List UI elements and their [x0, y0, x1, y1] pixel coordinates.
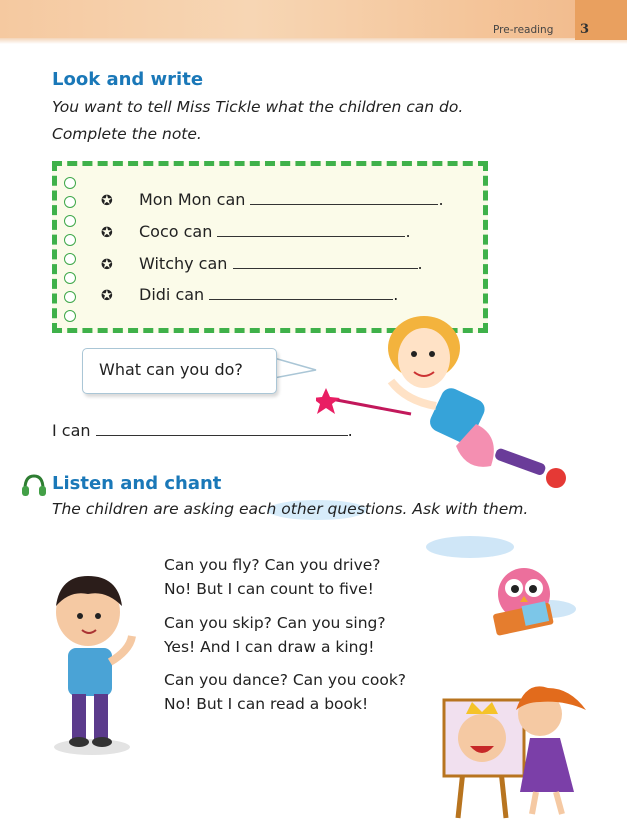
look-write-instruction-2: Complete the note.	[52, 125, 202, 143]
answer-blank[interactable]	[217, 222, 405, 237]
notebook-ring-icon	[64, 177, 76, 189]
listen-chant-title: Listen and chant	[52, 473, 222, 494]
notebook-ring-icon	[64, 272, 76, 284]
chant-line: No! But I can count to five!	[164, 580, 374, 598]
chant-line: No! But I can read a book!	[164, 695, 369, 713]
speech-bubble-text: What can you do?	[99, 360, 243, 379]
headphones-icon	[21, 474, 47, 496]
answer-line: I can .	[52, 421, 353, 440]
bubble-tail	[270, 356, 320, 380]
star-bullet-icon: ✪	[101, 193, 113, 209]
notebook-ring-icon	[64, 234, 76, 246]
star-bullet-icon: ✪	[101, 288, 113, 304]
page-number: 3	[580, 22, 590, 37]
fairy-illustration	[316, 306, 578, 502]
notebook-ring-icon	[64, 253, 76, 265]
cloud-shape	[426, 536, 514, 558]
notebook-ring-icon	[64, 215, 76, 227]
star-bullet-icon: ✪	[101, 257, 113, 273]
chant-line: Can you skip? Can you sing?	[164, 614, 386, 632]
chant-line: Yes! And I can draw a king!	[164, 638, 375, 656]
chant-line: Can you fly? Can you drive?	[164, 556, 381, 574]
look-write-instruction-1: You want to tell Miss Tickle what the children can do.	[52, 98, 464, 116]
answer-blank[interactable]	[96, 421, 348, 436]
notebook-ring-icon	[64, 291, 76, 303]
listen-chant-instruction: The children are asking each other questions. Ask with them.	[52, 500, 529, 518]
girl-painting-illustration	[436, 680, 606, 820]
answer-blank[interactable]	[209, 285, 393, 300]
header-band-edge	[0, 38, 627, 44]
note-item-monmon: Mon Mon can .	[139, 190, 444, 209]
note-item-didi: Didi can .	[139, 285, 399, 304]
look-write-title: Look and write	[52, 69, 204, 90]
section-tag: Pre-reading	[493, 24, 554, 36]
answer-blank[interactable]	[233, 254, 418, 269]
boy-illustration	[36, 572, 146, 762]
note-item-coco: Coco can .	[139, 222, 411, 241]
notebook-ring-icon	[64, 310, 76, 322]
note-item-witchy: Witchy can .	[139, 254, 423, 273]
star-bullet-icon: ✪	[101, 225, 113, 241]
notebook-ring-icon	[64, 196, 76, 208]
owl-reading-illustration	[484, 560, 564, 636]
answer-blank[interactable]	[250, 190, 438, 205]
chant-line: Can you dance? Can you cook?	[164, 671, 407, 689]
